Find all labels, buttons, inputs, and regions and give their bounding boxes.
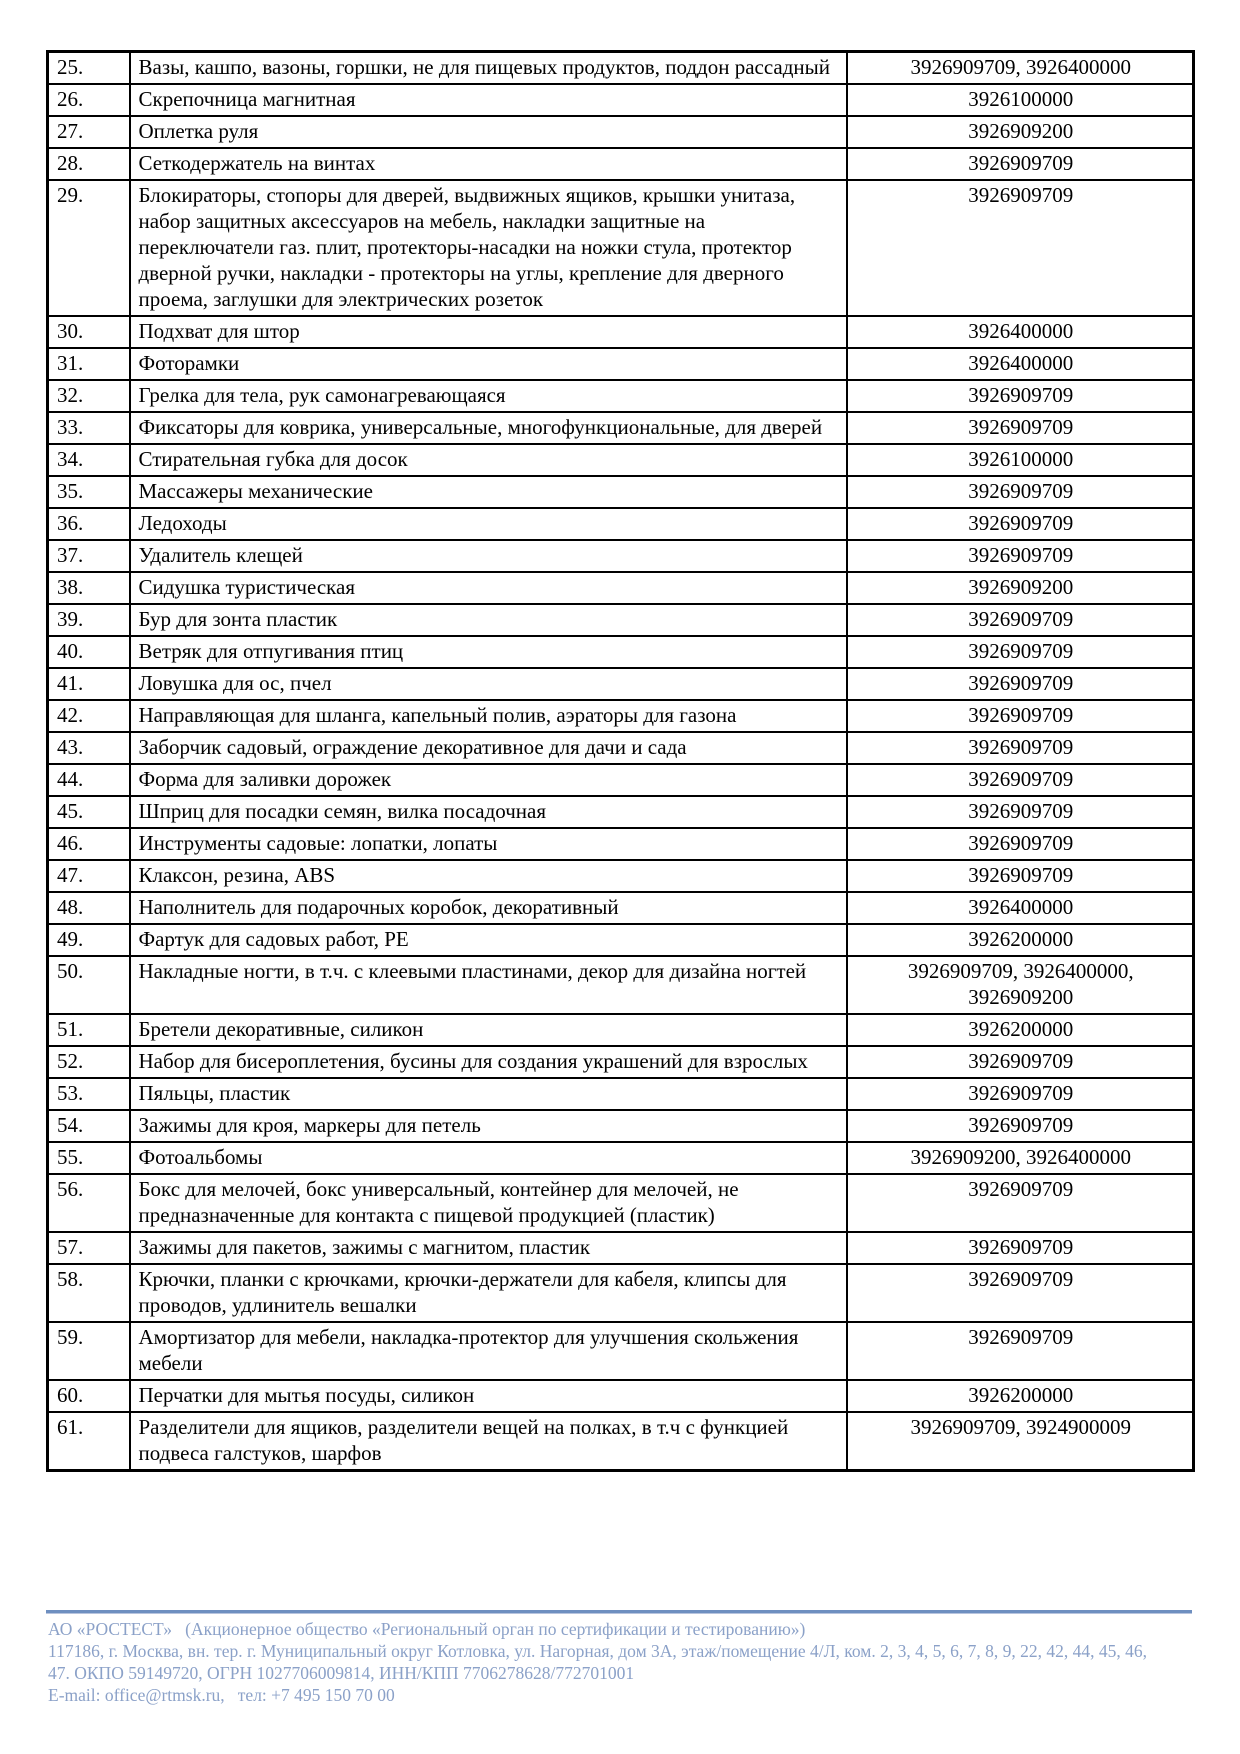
table-row xyxy=(48,636,1194,668)
table-row xyxy=(48,148,1194,180)
row-number-cell: 33. xyxy=(48,412,130,444)
row-number-cell: 44. xyxy=(48,764,130,796)
footer xyxy=(48,1618,1208,1706)
code-cell: 3926400000 xyxy=(847,892,1194,924)
description-cell: Наполнитель для подарочных коробок, декоративный xyxy=(130,892,847,924)
row-number-cell: 28. xyxy=(48,148,130,180)
row-number-cell: 45. xyxy=(48,796,130,828)
table-row xyxy=(48,892,1194,924)
table-row xyxy=(48,180,1194,316)
code-cell: 3926909709, 3926400000 xyxy=(847,52,1194,85)
code-cell: 3926909709 xyxy=(847,540,1194,572)
table-row xyxy=(48,1232,1194,1264)
row-number-cell: 59. xyxy=(48,1322,130,1380)
description-cell: Массажеры механические xyxy=(130,476,847,508)
description-cell: Ледоходы xyxy=(130,508,847,540)
row-number-cell: 53. xyxy=(48,1078,130,1110)
table-row xyxy=(48,1046,1194,1078)
footer-address-line: 117186, г. Москва, вн. тер. г. Муниципальный округ Котловка, ул. Нагорная, дом 3А, этаж/помещение 4/Л, ком. 2, 3, 4, 5, 6, 7, 8, 9, 22, 42, 44, 45, 46, xyxy=(48,1641,1147,1661)
description-cell: Направляющая для шланга, капельный полив, аэраторы для газона xyxy=(130,700,847,732)
row-number-cell: 41. xyxy=(48,668,130,700)
table-row xyxy=(48,444,1194,476)
code-cell: 3926909709 xyxy=(847,412,1194,444)
description-cell: Фотоальбомы xyxy=(130,1142,847,1174)
description-cell: Сеткодержатель на винтах xyxy=(130,148,847,180)
table-row xyxy=(48,380,1194,412)
table-row xyxy=(48,860,1194,892)
products-table xyxy=(46,50,1195,1472)
description-cell: Клаксон, резина, ABS xyxy=(130,860,847,892)
description-cell: Заборчик садовый, ограждение декоративное для дачи и сада xyxy=(130,732,847,764)
code-cell: 3926909709 xyxy=(847,860,1194,892)
description-cell: Ветряк для отпугивания птиц xyxy=(130,636,847,668)
code-cell: 3926909709 xyxy=(847,1046,1194,1078)
table-row xyxy=(48,828,1194,860)
code-cell: 3926909709 xyxy=(847,796,1194,828)
products-table-body xyxy=(48,52,1194,1471)
row-number-cell: 48. xyxy=(48,892,130,924)
code-cell: 3926909709 xyxy=(847,636,1194,668)
code-cell: 3926909709 xyxy=(847,476,1194,508)
row-number-cell: 47. xyxy=(48,860,130,892)
description-cell: Набор для бисероплетения, бусины для создания украшений для взрослых xyxy=(130,1046,847,1078)
description-cell: Зажимы для пакетов, зажимы с магнитом, пластик xyxy=(130,1232,847,1264)
table-row xyxy=(48,732,1194,764)
code-cell: 3926909709 xyxy=(847,828,1194,860)
table-row xyxy=(48,84,1194,116)
code-cell: 3926100000 xyxy=(847,444,1194,476)
footer-registration-line: 47. ОКПО 59149720, ОГРН 1027706009814, ИНН/КПП 7706278628/772701001 xyxy=(48,1663,635,1683)
row-number-cell: 51. xyxy=(48,1014,130,1046)
row-number-cell: 49. xyxy=(48,924,130,956)
description-cell: Накладные ногти, в т.ч. с клеевыми пластинами, декор для дизайна ногтей xyxy=(130,956,847,1014)
code-cell: 3926400000 xyxy=(847,348,1194,380)
row-number-cell: 61. xyxy=(48,1412,130,1471)
description-cell: Зажимы для кроя, маркеры для петель xyxy=(130,1110,847,1142)
description-cell: Крючки, планки с крючками, крючки-держатели для кабеля, клипсы для проводов, удлинитель вешалки xyxy=(130,1264,847,1322)
row-number-cell: 54. xyxy=(48,1110,130,1142)
footer-company-line: АО «РОСТЕСТ» (Акционерное общество «Региональный орган по сертификации и тестированию») xyxy=(48,1619,806,1639)
description-cell: Вазы, кашпо, вазоны, горшки, не для пищевых продуктов, поддон рассадный xyxy=(130,52,847,85)
footer-separator-line xyxy=(46,1610,1192,1614)
row-number-cell: 46. xyxy=(48,828,130,860)
table-row xyxy=(48,1322,1194,1380)
row-number-cell: 25. xyxy=(48,52,130,85)
code-cell: 3926909709 xyxy=(847,148,1194,180)
table-row xyxy=(48,476,1194,508)
code-cell: 3926909709 xyxy=(847,700,1194,732)
row-number-cell: 39. xyxy=(48,604,130,636)
table-row xyxy=(48,924,1194,956)
footer-contact-line: E-mail: office@rtmsk.ru, тел: +7 495 150 70 00 xyxy=(48,1685,395,1705)
description-cell: Фартук для садовых работ, PE xyxy=(130,924,847,956)
table-row xyxy=(48,668,1194,700)
description-cell: Инструменты садовые: лопатки, лопаты xyxy=(130,828,847,860)
description-cell: Грелка для тела, рук самонагревающаяся xyxy=(130,380,847,412)
description-cell: Разделители для ящиков, разделители вещей на полках, в т.ч с функцией подвеса галстуков, шарфов xyxy=(130,1412,847,1471)
table-row xyxy=(48,1078,1194,1110)
row-number-cell: 34. xyxy=(48,444,130,476)
table-row xyxy=(48,412,1194,444)
row-number-cell: 38. xyxy=(48,572,130,604)
row-number-cell: 37. xyxy=(48,540,130,572)
description-cell: Бретели декоративные, силикон xyxy=(130,1014,847,1046)
table-row xyxy=(48,1264,1194,1322)
description-cell: Удалитель клещей xyxy=(130,540,847,572)
code-cell: 3926200000 xyxy=(847,1014,1194,1046)
table-row xyxy=(48,956,1194,1014)
code-cell: 3926909709 xyxy=(847,764,1194,796)
table-row xyxy=(48,116,1194,148)
description-cell: Стирательная губка для досок xyxy=(130,444,847,476)
table-row xyxy=(48,1014,1194,1046)
description-cell: Амортизатор для мебели, накладка-протектор для улучшения скольжения мебели xyxy=(130,1322,847,1380)
table-row xyxy=(48,1412,1194,1471)
row-number-cell: 56. xyxy=(48,1174,130,1232)
code-cell: 3926909709 xyxy=(847,1110,1194,1142)
code-cell: 3926909709, 3924900009 xyxy=(847,1412,1194,1471)
code-cell: 3926909709 xyxy=(847,508,1194,540)
description-cell: Бокс для мелочей, бокс универсальный, контейнер для мелочей, не предназначенные для контакта с пищевой продукцией (пластик) xyxy=(130,1174,847,1232)
table-row xyxy=(48,1142,1194,1174)
table-row xyxy=(48,348,1194,380)
description-cell: Ловушка для ос, пчел xyxy=(130,668,847,700)
code-cell: 3926909709 xyxy=(847,1174,1194,1232)
code-cell: 3926200000 xyxy=(847,1380,1194,1412)
row-number-cell: 27. xyxy=(48,116,130,148)
table-row xyxy=(48,604,1194,636)
row-number-cell: 32. xyxy=(48,380,130,412)
code-cell: 3926909709 xyxy=(847,604,1194,636)
code-cell: 3926909709 xyxy=(847,180,1194,316)
row-number-cell: 50. xyxy=(48,956,130,1014)
row-number-cell: 42. xyxy=(48,700,130,732)
table-row xyxy=(48,1380,1194,1412)
description-cell: Перчатки для мытья посуды, силикон xyxy=(130,1380,847,1412)
row-number-cell: 29. xyxy=(48,180,130,316)
description-cell: Бур для зонта пластик xyxy=(130,604,847,636)
description-cell: Форма для заливки дорожек xyxy=(130,764,847,796)
table-row xyxy=(48,52,1194,85)
row-number-cell: 40. xyxy=(48,636,130,668)
code-cell: 3926909709 xyxy=(847,732,1194,764)
row-number-cell: 57. xyxy=(48,1232,130,1264)
description-cell: Скрепочница магнитная xyxy=(130,84,847,116)
code-cell: 3926909709 xyxy=(847,1232,1194,1264)
code-cell: 3926909709 xyxy=(847,1322,1194,1380)
code-cell: 3926909709 xyxy=(847,380,1194,412)
row-number-cell: 60. xyxy=(48,1380,130,1412)
description-cell: Блокираторы, стопоры для дверей, выдвижных ящиков, крышки унитаза, набор защитных аксессуаров на мебель, накладки защитные на переключатели газ. плит, протекторы-насадки на ножки стула, протектор дверной ручки, накладки - протекторы на углы, крепление для дверного проема, заглушки для электрических розеток xyxy=(130,180,847,316)
code-cell: 3926909200, 3926400000 xyxy=(847,1142,1194,1174)
description-cell: Оплетка руля xyxy=(130,116,847,148)
description-cell: Подхват для штор xyxy=(130,316,847,348)
row-number-cell: 30. xyxy=(48,316,130,348)
code-cell: 3926909709 xyxy=(847,668,1194,700)
code-cell: 3926909709 xyxy=(847,1264,1194,1322)
code-cell: 3926909200 xyxy=(847,572,1194,604)
code-cell: 3926400000 xyxy=(847,316,1194,348)
description-cell: Шприц для посадки семян, вилка посадочная xyxy=(130,796,847,828)
table-row xyxy=(48,508,1194,540)
table-row xyxy=(48,764,1194,796)
code-cell: 3926909200 xyxy=(847,116,1194,148)
code-cell: 3926909709, 3926400000, 3926909200 xyxy=(847,956,1194,1014)
table-row xyxy=(48,796,1194,828)
description-cell: Пяльцы, пластик xyxy=(130,1078,847,1110)
row-number-cell: 31. xyxy=(48,348,130,380)
description-cell: Фоторамки xyxy=(130,348,847,380)
row-number-cell: 52. xyxy=(48,1046,130,1078)
code-cell: 3926909709 xyxy=(847,1078,1194,1110)
table-row xyxy=(48,316,1194,348)
code-cell: 3926200000 xyxy=(847,924,1194,956)
table-row xyxy=(48,1110,1194,1142)
code-cell: 3926100000 xyxy=(847,84,1194,116)
description-cell: Фиксаторы для коврика, универсальные, многофункциональные, для дверей xyxy=(130,412,847,444)
row-number-cell: 43. xyxy=(48,732,130,764)
row-number-cell: 26. xyxy=(48,84,130,116)
row-number-cell: 55. xyxy=(48,1142,130,1174)
row-number-cell: 36. xyxy=(48,508,130,540)
row-number-cell: 35. xyxy=(48,476,130,508)
table-row xyxy=(48,700,1194,732)
row-number-cell: 58. xyxy=(48,1264,130,1322)
table-row xyxy=(48,1174,1194,1232)
table-row xyxy=(48,572,1194,604)
description-cell: Сидушка туристическая xyxy=(130,572,847,604)
table-row xyxy=(48,540,1194,572)
